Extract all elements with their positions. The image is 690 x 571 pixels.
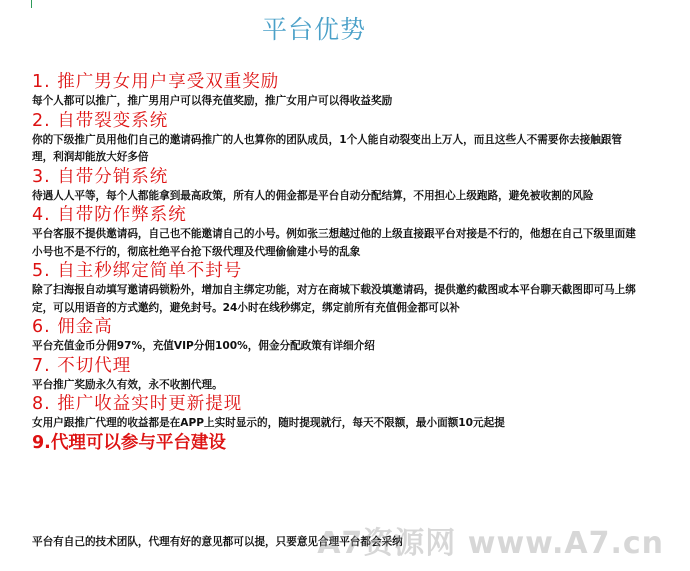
section-heading: 9.代理可以参与平台建设 [32, 432, 226, 453]
section-body: 平台推广奖励永久有效，永不收割代理。 [32, 378, 223, 391]
section-2 [32, 111, 642, 167]
section-heading: 2. 自带裂变系统 [32, 110, 169, 131]
section-3 [32, 167, 642, 206]
section-heading: 4. 自带防作弊系统 [32, 205, 187, 225]
section-5 [32, 261, 642, 317]
section-heading: 1. 推广男女用户享受双重奖励 [32, 72, 280, 92]
section-body: 平台充值金币分佣97%，充值VIP分佣100%，佣金分配政策有详细介绍 [32, 340, 375, 352]
section-9 [32, 433, 642, 454]
section-8 [32, 394, 642, 433]
section-heading: 8. 推广收益实时更新提现 [32, 394, 243, 414]
section-body: 你的下级推广员用他们自己的邀请码推广的人也算你的团队成员，1个人能自动裂变出上万人，而且这些人不需要你去接触跟管理，利润却能放大好多倍 [32, 133, 623, 163]
section-6 [32, 317, 642, 356]
advantages-list [32, 72, 642, 454]
section-heading: 6. 佣金高 [32, 317, 113, 337]
section-body: 平台客服不提供邀请码，自己也不能邀请自己的小号。例如张三想越过他的上级直接跟平台对接是不行的，他想在自己下级里面建小号也不是不行的，彻底杜绝平台抢下级代理及代理偷偷建小号的乱象 [32, 228, 636, 258]
left-edge-line [31, 0, 32, 8]
footer-text: 平台有自己的技术团队，代理有好的意见都可以提，只要意见合理平台都会采纳 [32, 536, 403, 548]
section-4 [32, 205, 642, 261]
section-heading: 7. 不切代理 [32, 355, 132, 376]
page-title: 平台优势 [261, 15, 366, 44]
section-1 [32, 72, 642, 111]
section-heading: 3. 自带分销系统 [32, 166, 169, 187]
section-7 [32, 356, 642, 395]
section-body: 待遇人人平等，每个人都能拿到最高政策，所有人的佣金都是平台自动分配结算，不用担心上级跑路，避免被收割的风险 [32, 189, 594, 202]
section-heading: 5. 自主秒绑定简单不封号 [32, 261, 243, 281]
section-body: 每个人都可以推广，推广男用户可以得充值奖励，推广女用户可以得收益奖励 [32, 95, 393, 107]
section-body: 除了扫海报自动填写邀请码锁粉外，增加自主绑定功能，对方在商城下载没填邀请码，提供邀约截图或本平台聊天截图即可马上绑定，可以用语音的方式邀约，避免封号。24小时在线秒绑定，绑定前所有充值佣金都可以补 [32, 284, 636, 314]
watermark: A7资源网 www.A7.cn [317, 526, 664, 561]
section-body: 女用户跟推广代理的收益都是在APP上实时显示的，随时提现就行，每天不限额，最小面额10元起提 [32, 417, 505, 429]
